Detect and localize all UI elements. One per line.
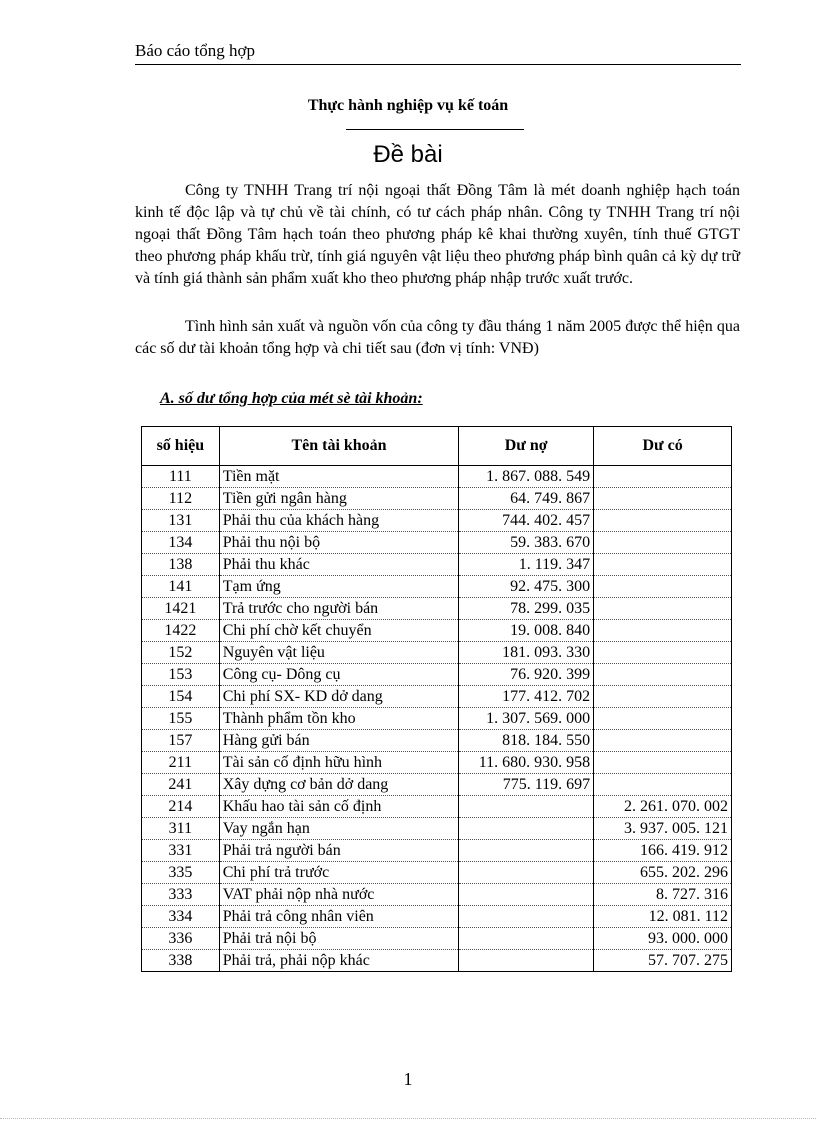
cell-credit-balance [594,510,732,532]
cell-account-number: 112 [142,488,220,510]
cell-account-name: Phải trả nội bộ [219,928,459,950]
cell-account-number: 155 [142,708,220,730]
table-row [142,686,732,708]
cell-account-number: 152 [142,642,220,664]
table-row [142,818,732,840]
cell-account-number: 241 [142,774,220,796]
cell-account-number: 1422 [142,620,220,642]
table-row [142,532,732,554]
table-row [142,510,732,532]
cell-debit-balance: 818. 184. 550 [459,730,594,752]
cell-account-number: 157 [142,730,220,752]
cell-account-number: 333 [142,884,220,906]
table-body [142,466,732,972]
cell-account-name: Phải trả người bán [219,840,459,862]
cell-credit-balance: 57. 707. 275 [594,950,732,972]
cell-credit-balance [594,774,732,796]
cell-debit-balance: 181. 093. 330 [459,642,594,664]
page-header [135,40,741,65]
table-row [142,730,732,752]
cell-account-number: 131 [142,510,220,532]
account-balance-table [141,426,732,972]
table-row [142,466,732,488]
cell-credit-balance: 8. 727. 316 [594,884,732,906]
table-header-row [142,427,732,466]
cell-debit-balance [459,928,594,950]
cell-account-number: 335 [142,862,220,884]
cell-debit-balance: 1. 867. 088. 549 [459,466,594,488]
cell-account-number: 336 [142,928,220,950]
cell-credit-balance: 12. 081. 112 [594,906,732,928]
table-row [142,598,732,620]
cell-account-number: 141 [142,576,220,598]
cell-credit-balance [594,642,732,664]
cell-credit-balance [594,664,732,686]
table-row [142,840,732,862]
table-row [142,796,732,818]
cell-debit-balance: 744. 402. 457 [459,510,594,532]
paragraph-company-intro: Công ty TNHH Trang trí nội ngoại thất Đồng Tâm là mét doanh nghiệp hạch toán kinh tế độc lập và tự chủ về tài chính, có tư cách pháp nhân. Công ty TNHH Trang trí nội ngoại thất Đồng Tâm hạch toán theo phương pháp kê khai thường xuyên, tính thuế GTGT theo phương pháp khấu trừ, tính giá nguyên vật liệu theo phương pháp bình quân cả kỳ dự trữ và tính giá thành sản phẩm xuất kho theo phương pháp nhập trước xuất trước. [135,182,740,287]
cell-account-name: Hàng gửi bán [219,730,459,752]
cell-debit-balance: 1. 307. 569. 000 [459,708,594,730]
cell-account-name: Trả trước cho người bán [219,598,459,620]
cell-account-number: 1421 [142,598,220,620]
cell-account-number: 214 [142,796,220,818]
cell-account-name: Tiền mặt [219,466,459,488]
cell-debit-balance [459,840,594,862]
title-underline [346,129,524,130]
cell-account-name: Tiền gửi ngân hàng [219,488,459,510]
paragraph-situation: Tình hình sản xuất và nguồn vốn của công ty đầu tháng 1 năm 2005 được thể hiện qua các số dư tài khoản tổng hợp và chi tiết sau (đơn vị tính: VNĐ) [135,318,740,357]
cell-debit-balance [459,906,594,928]
cell-account-name: Tài sản cố định hữu hình [219,752,459,774]
cell-account-name: Chi phí SX- KD dở dang [219,686,459,708]
cell-account-name: Phải trả, phải nộp khác [219,950,459,972]
cell-debit-balance: 19. 008. 840 [459,620,594,642]
cell-account-number: 111 [142,466,220,488]
cell-credit-balance [594,466,732,488]
cell-account-name: Phải thu khác [219,554,459,576]
cell-credit-balance [594,686,732,708]
cell-debit-balance [459,796,594,818]
cell-account-name: VAT phải nộp nhà nước [219,884,459,906]
header-text: Báo cáo tổng hợp [135,41,255,60]
table-row [142,862,732,884]
table-row [142,554,732,576]
table-row [142,488,732,510]
cell-credit-balance [594,488,732,510]
cell-debit-balance: 11. 680. 930. 958 [459,752,594,774]
cell-account-name: Phải thu của khách hàng [219,510,459,532]
cell-credit-balance [594,730,732,752]
document-subtitle: Đề bài [373,141,443,168]
table-row [142,642,732,664]
cell-credit-balance [594,752,732,774]
table-row [142,774,732,796]
cell-account-name: Khấu hao tài sản cố định [219,796,459,818]
cell-credit-balance: 2. 261. 070. 002 [594,796,732,818]
cell-debit-balance [459,884,594,906]
cell-debit-balance: 78. 299. 035 [459,598,594,620]
cell-account-number: 211 [142,752,220,774]
table-row [142,620,732,642]
cell-account-name: Phải trả công nhân viên [219,906,459,928]
cell-debit-balance: 775. 119. 697 [459,774,594,796]
page-number: 1 [403,1069,413,1089]
cell-account-number: 331 [142,840,220,862]
cell-debit-balance [459,818,594,840]
cell-account-name: Nguyên vật liệu [219,642,459,664]
document-title: Thực hành nghiệp vụ kế toán [307,97,509,114]
column-header-account-name: Tên tài khoản [219,427,459,466]
cell-account-name: Chi phí trả trước [219,862,459,884]
cell-account-name: Chi phí chờ kết chuyển [219,620,459,642]
cell-account-number: 134 [142,532,220,554]
cell-debit-balance [459,950,594,972]
table-row [142,576,732,598]
cell-account-name: Công cụ- Dông cụ [219,664,459,686]
cell-debit-balance: 64. 749. 867 [459,488,594,510]
column-header-debit: Dư nợ [459,427,594,466]
cell-debit-balance [459,862,594,884]
cell-account-name: Phải thu nội bộ [219,532,459,554]
cell-debit-balance: 76. 920. 399 [459,664,594,686]
cell-account-number: 138 [142,554,220,576]
cell-account-name: Xây dựng cơ bản dở dang [219,774,459,796]
cell-account-number: 153 [142,664,220,686]
table-row [142,928,732,950]
table-row [142,752,732,774]
cell-account-number: 334 [142,906,220,928]
cell-credit-balance [594,532,732,554]
table-row [142,950,732,972]
cell-credit-balance [594,576,732,598]
cell-account-name: Vay ngắn hạn [219,818,459,840]
cell-credit-balance: 655. 202. 296 [594,862,732,884]
cell-credit-balance: 93. 000. 000 [594,928,732,950]
page-bottom-rule [0,1118,816,1119]
cell-debit-balance: 1. 119. 347 [459,554,594,576]
cell-account-number: 311 [142,818,220,840]
cell-credit-balance: 3. 937. 005. 121 [594,818,732,840]
cell-debit-balance: 59. 383. 670 [459,532,594,554]
table-row [142,906,732,928]
cell-credit-balance [594,708,732,730]
column-header-account-number: số hiệu [142,427,220,466]
cell-account-number: 338 [142,950,220,972]
section-heading: A. số dư tổng hợp của mét sè tài khoản: [160,390,423,407]
cell-debit-balance: 177. 412. 702 [459,686,594,708]
cell-credit-balance: 166. 419. 912 [594,840,732,862]
column-header-credit: Dư có [594,427,732,466]
cell-debit-balance: 92. 475. 300 [459,576,594,598]
cell-account-name: Thành phẩm tồn kho [219,708,459,730]
cell-account-name: Tạm ứng [219,576,459,598]
cell-account-number: 154 [142,686,220,708]
table-row [142,884,732,906]
cell-credit-balance [594,598,732,620]
table-row [142,664,732,686]
cell-credit-balance [594,554,732,576]
table-row [142,708,732,730]
cell-credit-balance [594,620,732,642]
